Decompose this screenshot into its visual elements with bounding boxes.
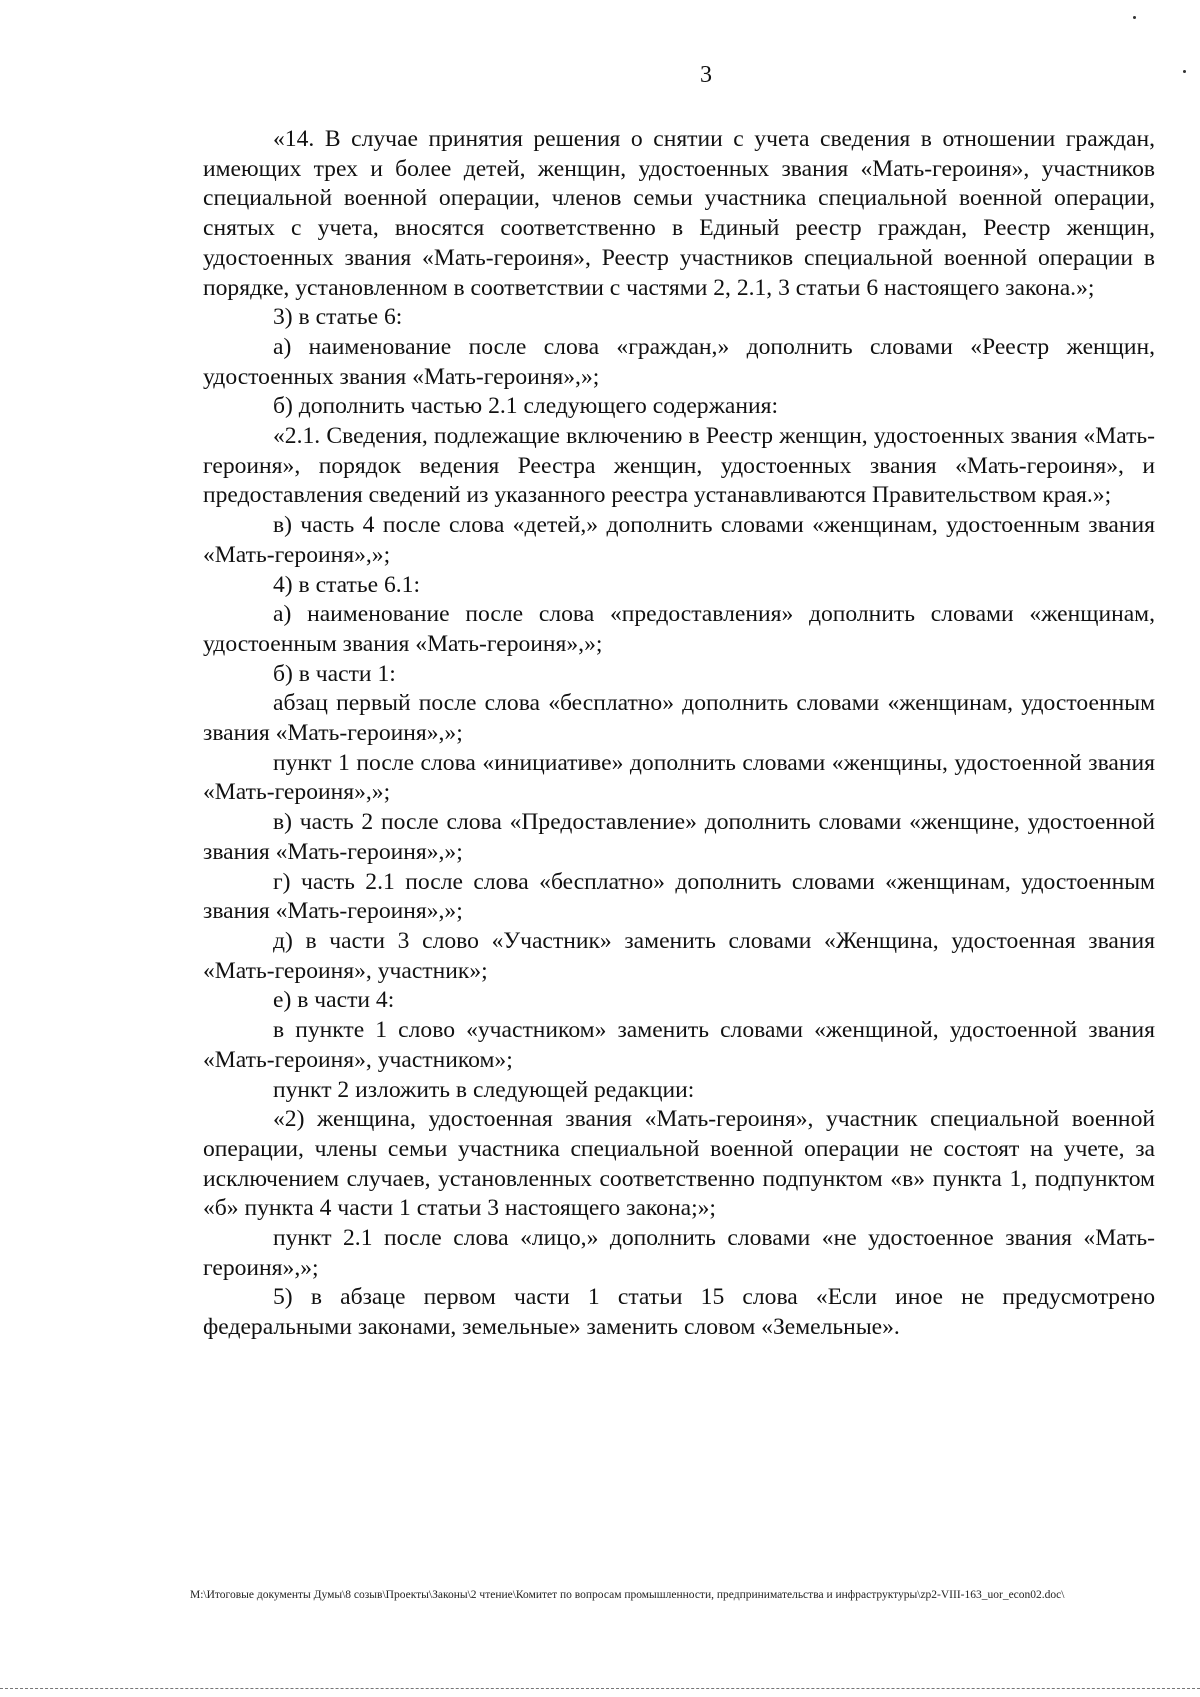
paragraph: 5) в абзаце первом части 1 статьи 15 слова «Если иное не предусмотрено федеральными законами, земельные» заменить словом «Земельные». (203, 1284, 1155, 1341)
paragraph: «2) женщина, удостоенная звания «Мать-героиня», участник специальной военной операции, члены семьи участника специальной военной операции не состоят на учете, за исключением случаев, установленных соответственно подпунктом «в» пункта 1, подпунктом «б» пункта 4 части 1 статьи 3 настоящего закона;»; (203, 1106, 1155, 1222)
scan-speck (1133, 16, 1136, 19)
paragraph: пункт 2 изложить в следующей редакции: (273, 1076, 695, 1103)
paragraph: б) дополнить частью 2.1 следующего содержания: (273, 393, 779, 420)
scan-speck (1183, 70, 1186, 73)
paragraph: в) часть 2 после слова «Предоставление» дополнить словами «женщине, удостоенной звания «Мать-героиня»,»; (203, 809, 1155, 865)
paragraph: в пункте 1 слово «участником» заменить словами «женщиной, удостоенной звания «Мать-героиня», участником»; (203, 1017, 1155, 1073)
file-path-footer: M:\Итоговые документы Думы\8 созыв\Проекты\Законы\2 чтение\Комитет по вопросам промышленности, предпринимательства и инфраструктуры\zp2-VIII-163_uor_econ02.doc\ (190, 1589, 1065, 1601)
paragraph: пункт 2.1 после слова «лицо,» дополнить словами «не удостоенное звания «Мать-героиня»,»; (203, 1225, 1155, 1281)
paragraph: «2.1. Сведения, подлежащие включению в Реестр женщин, удостоенных звания «Мать-героиня», порядок ведения Реестра женщин, удостоенных звания «Мать-героиня», и предоставления сведений из указанного реестра устанавливаются Правительством края.»; (203, 423, 1155, 509)
paragraph: пункт 1 после слова «инициативе» дополнить словами «женщины, удостоенной звания «Мать-героиня»,»; (203, 749, 1155, 806)
paragraph: абзац первый после слова «бесплатно» дополнить словами «женщинам, удостоенным звания «Мать-героиня»,»; (203, 690, 1155, 747)
paragraph: «14. В случае принятия решения о снятии с учета сведения в отношении граждан, имеющих трех и более детей, женщин, удостоенных звания «Мать-героиня», участников специальной военной операции, членов семьи участника специальной военной операции, снятых с учета, вносятся соответственно в Единый реестр граждан, Реестр женщин, удостоенных звания «Мать-героиня», Реестр участников специальной военной операции в порядке, установленном в соответствии с частями 2, 2.1, 3 статьи 6 настоящего закона.»; (203, 126, 1155, 301)
paragraph: в) часть 4 после слова «детей,» дополнить словами «женщинам, удостоенным звания «Мать-героиня»,»; (203, 512, 1155, 568)
paragraph: д) в части 3 слово «Участник» заменить словами «Женщина, удостоенная звания «Мать-героиня», участник»; (203, 927, 1155, 984)
document-body (203, 125, 1155, 1343)
page-number: 3 (700, 62, 712, 88)
paragraph: б) в части 1: (273, 660, 396, 687)
scan-edge-line (0, 1688, 1200, 1689)
paragraph: 4) в статье 6.1: (273, 571, 421, 598)
paragraph: г) часть 2.1 после слова «бесплатно» дополнить словами «женщинам, удостоенным звания «Мать-героиня»,»; (203, 868, 1155, 925)
paragraph: а) наименование после слова «предоставления» дополнить словами «женщинам, удостоенным звания «Мать-героиня»,»; (203, 601, 1155, 657)
paragraph: е) в части 4: (273, 987, 395, 1014)
paragraph: 3) в статье 6: (273, 304, 403, 331)
paragraph: а) наименование после слова «граждан,» дополнить словами «Реестр женщин, удостоенных звания «Мать-героиня»,»; (203, 333, 1155, 390)
